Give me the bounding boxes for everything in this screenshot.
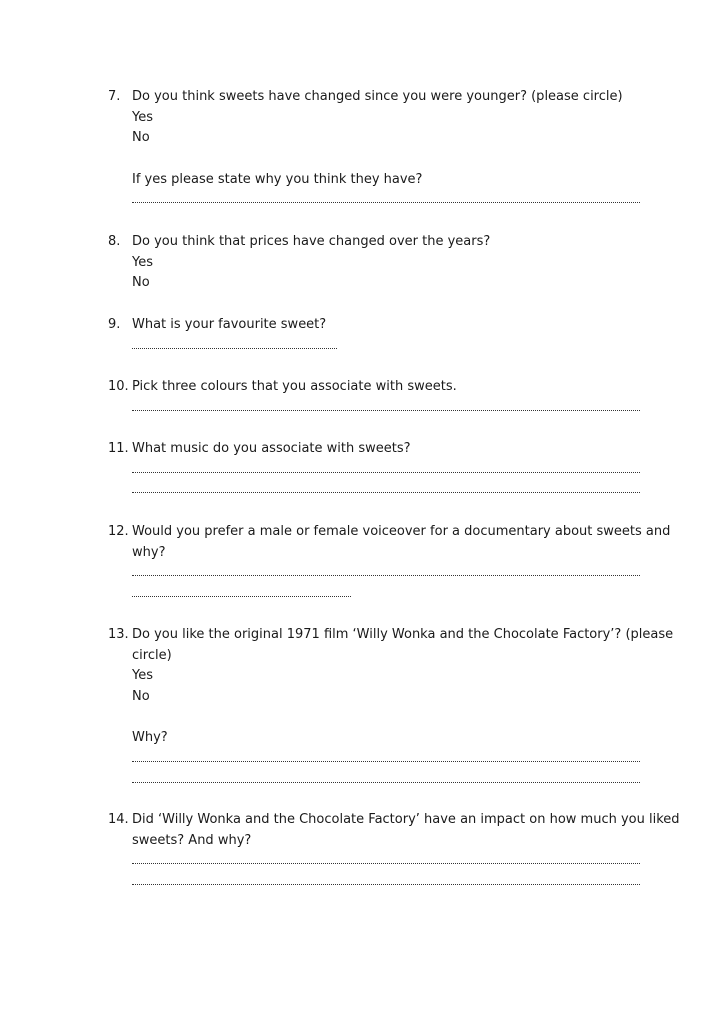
question-12 (108, 522, 671, 605)
answer-line[interactable] (132, 749, 640, 770)
question-number: 9. (108, 317, 121, 332)
question-7 (108, 87, 640, 211)
answer-line[interactable] (132, 336, 337, 357)
question-number: 10. (108, 379, 129, 394)
answer-line[interactable] (132, 770, 640, 791)
question-text: Pick three colours that you associate with sweets. (132, 379, 457, 394)
option-yes[interactable]: Yes (132, 254, 153, 270)
question-text: Would you prefer a male or female voiceover for a documentary about sweets and (132, 524, 671, 539)
question-number: 7. (108, 89, 121, 104)
question-14 (108, 810, 680, 893)
question-text: Do you think sweets have changed since you were younger? (please circle) (132, 89, 623, 104)
question-text: Did ‘Willy Wonka and the Chocolate Factory’ have an impact on how much you liked (132, 812, 680, 827)
question-10 (108, 377, 640, 418)
answer-line[interactable] (132, 190, 640, 211)
question-9 (108, 315, 640, 356)
answer-line[interactable] (132, 398, 640, 419)
option-yes[interactable]: Yes (132, 668, 153, 684)
question-text-continued: circle) (132, 647, 172, 663)
question-text-continued: sweets? And why? (132, 832, 252, 848)
followup-question: Why? (132, 730, 168, 746)
followup-question: If yes please state why you think they have? (132, 171, 423, 187)
question-number: 12. (108, 524, 129, 539)
question-text: What music do you associate with sweets? (132, 441, 411, 456)
answer-line[interactable] (132, 851, 640, 872)
question-text: What is your favourite sweet? (132, 317, 327, 332)
option-no[interactable]: No (132, 275, 150, 291)
answer-line[interactable] (132, 460, 640, 481)
question-11 (108, 439, 640, 501)
question-8 (108, 232, 640, 294)
answer-line[interactable] (132, 872, 640, 893)
question-text-continued: why? (132, 544, 166, 560)
option-no[interactable]: No (132, 689, 150, 705)
question-text: Do you like the original 1971 film ‘Willy Wonka and the Chocolate Factory’? (please (132, 627, 674, 642)
option-yes[interactable]: Yes (132, 109, 153, 125)
answer-line[interactable] (132, 480, 640, 501)
question-number: 8. (108, 234, 121, 249)
option-no[interactable]: No (132, 130, 150, 146)
question-text: Do you think that prices have changed over the years? (132, 234, 491, 249)
question-number: 13. (108, 627, 129, 642)
answer-line[interactable] (132, 584, 351, 605)
question-number: 11. (108, 441, 129, 456)
question-13 (108, 625, 674, 791)
answer-line[interactable] (132, 563, 640, 584)
question-number: 14. (108, 812, 129, 827)
